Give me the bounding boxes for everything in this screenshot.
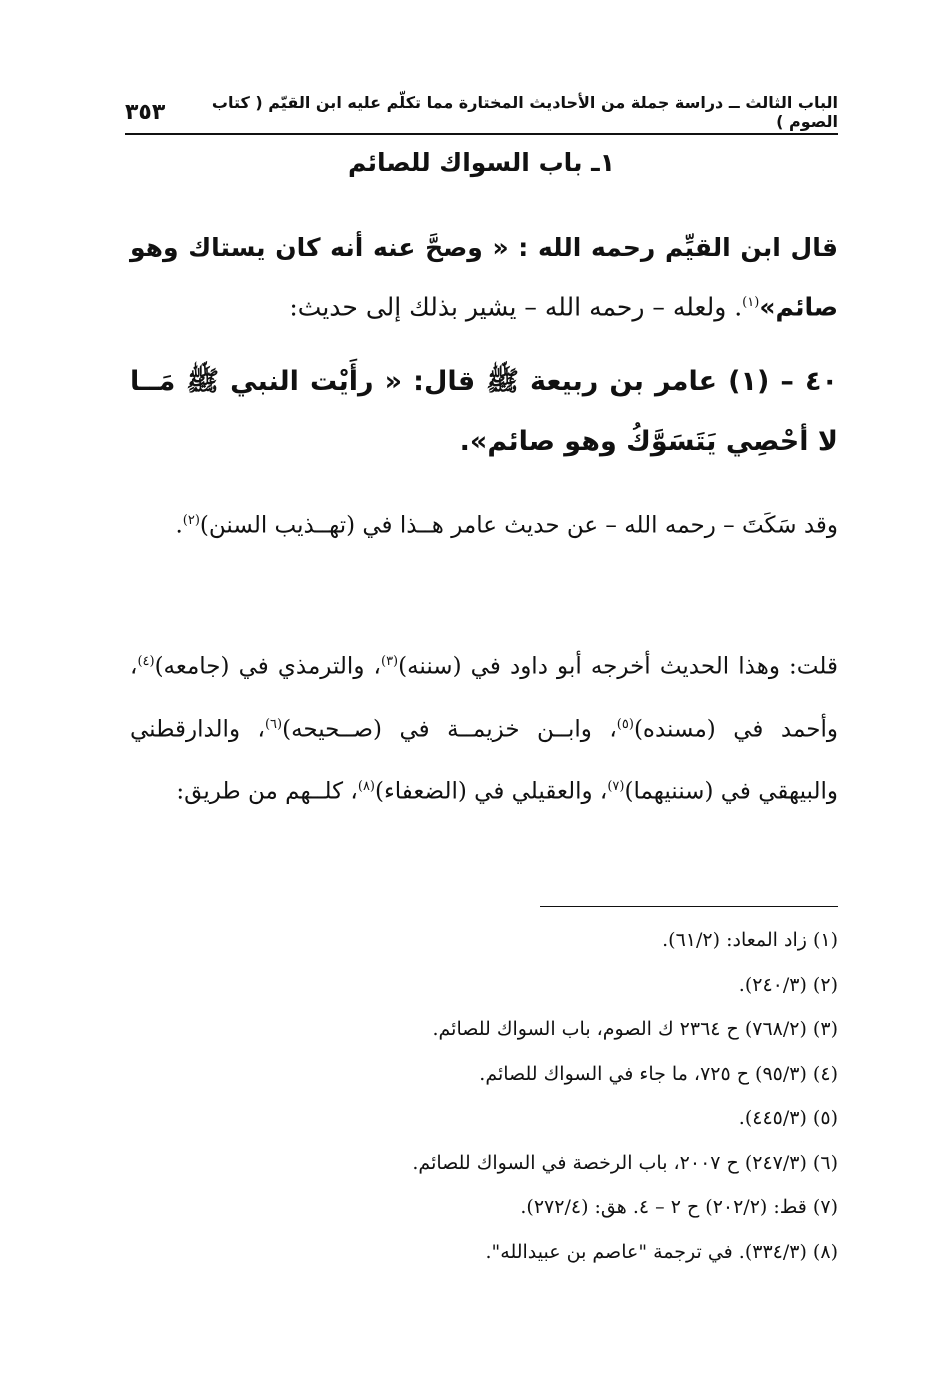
footnote-ref: (٢): [182, 513, 200, 528]
ibn-qayyim-quote-paragraph: [130, 220, 838, 334]
paragraph-text: ، كلــهم من طريق:: [176, 778, 358, 805]
footnote-6: (٦) (٢٤٧/٣) ح ٢٠٠٧، باب الرخصة في السواك للصائم.: [412, 1151, 838, 1174]
footnote-3: (٣) (٧٦٨/٢) ح ٢٣٦٤ ك الصوم، باب السواك للصائم.: [432, 1018, 838, 1040]
footnote-ref: (٤): [137, 654, 155, 669]
page-number: ٣٥٣: [125, 99, 166, 125]
paragraph-text: ، وأحمد في (مسنده): [130, 653, 838, 743]
footnote-separator: [540, 906, 838, 907]
footnote-ref: (١): [742, 295, 760, 310]
running-header: [125, 92, 838, 132]
footnote-ref: (٥): [616, 716, 634, 732]
commentary-paragraph: [130, 490, 838, 557]
paragraph-text: قلت: وهذا الحديث أخرجه أبو داود في (سننه): [398, 653, 838, 680]
footnote-4: (٤) (٩٥/٣) ح ٧٢٥، ما جاء في السواك للصائم.: [479, 1062, 838, 1085]
section-title: ١ـ باب السواك للصائم: [348, 148, 615, 177]
paragraph-text: ، وابــن خزيمــة في (صــحيحه): [282, 716, 617, 743]
footnote-ref: (٣): [380, 654, 399, 669]
footnote-ref: (٨): [357, 779, 375, 795]
paragraph-text: .: [175, 512, 183, 539]
footnote-2: (٢) (٢٤٠/٣).: [738, 973, 838, 996]
paragraph-text: ، والترمذي في (جامعه): [154, 653, 381, 680]
paragraph-text: ، والعقيلي في (الضعفاء): [375, 778, 608, 805]
footnote-ref: (٧): [607, 779, 625, 795]
footnote-1: (١) زاد المعاد: (٦١/٢).: [662, 929, 838, 951]
takhrij-paragraph: [130, 633, 838, 821]
hadith-text: ٤٠ – (١) عامر بن ربيعة ﷺ قال: « رأَيْت النبي ﷺ مَــا لا أحْصِي يَتَسَوَّكُ وهو صائم».: [130, 366, 838, 457]
footnote-5: (٥) (٤٤٥/٣).: [738, 1107, 838, 1129]
footnotes-list: [130, 918, 838, 1274]
running-title: الباب الثالث ــ دراسة جملة من الأحاديث المختارة مما تكلّم عليه ابن القيّم ( كتاب الصوم ): [211, 93, 838, 131]
footnote-ref: (٦): [264, 716, 283, 732]
quote-text: قال ابن القيِّم رحمه الله : « وصحَّ عنه أنه كان يستاك وهو صائم»: [130, 233, 838, 322]
paragraph-text: . ولعله – رحمه الله – يشير بذلك إلى حديث:: [289, 292, 743, 322]
paragraph-text: ، والدارقطني والبيهقي في (سننيهما): [130, 716, 838, 805]
footnote-7: (٧) قط: (٢٠٢/٢) ح ٢ – ٤. هق: (٢٧٢/٤).: [520, 1196, 838, 1218]
header-rule: [125, 133, 838, 135]
paragraph-text: وقد سَكَتَ – رحمه الله – عن حديث عامر هــذا في (تهــذيب السنن): [199, 512, 838, 539]
footnote-8: (٨) (٣٣٤/٣). في ترجمة "عاصم بن عبيدالله".: [485, 1240, 838, 1263]
